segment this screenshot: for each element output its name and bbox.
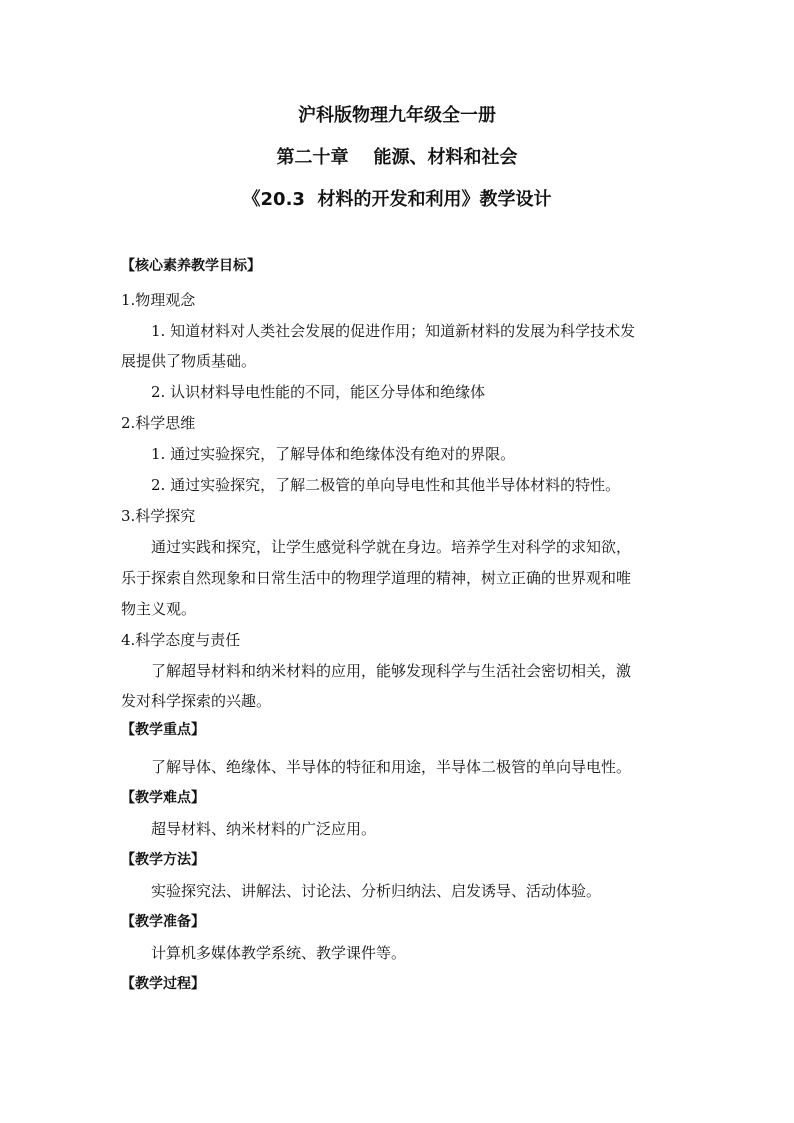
attitude-label: 4.科学态度与责任 [121, 631, 241, 649]
physics-concept-item1-line2: 展提供了物质基础。 [121, 352, 257, 370]
scientific-inquiry-line1: 通过实践和探究，让学生感觉科学就在身边。培养学生对科学的求知欲， [151, 538, 632, 556]
key-points-heading: 【教学重点】 [121, 722, 205, 738]
physics-concept-item2: 2. 认识材料导电性能的不同，能区分导体和绝缘体 [151, 383, 486, 401]
scientific-thinking-item1: 1. 通过实验探究，了解导体和绝缘体没有绝对的界限。 [151, 445, 516, 463]
physics-concept-item1-line1: 1. 知道材料对人类社会发展的促进作用；知道新材料的发展为科学技术发 [151, 322, 636, 340]
key-points-text: 了解导体、绝缘体、半导体的特征和用途，半导体二极管的单向导电性。 [151, 758, 632, 776]
process-heading: 【教学过程】 [121, 976, 205, 992]
book-title: 沪科版物理九年级全一册 [298, 105, 496, 126]
methods-text: 实验探究法、讲解法、讨论法、分析归纳法、启发诱导、活动体验。 [151, 882, 602, 900]
attitude-line2: 发对科学探索的兴趣。 [121, 692, 272, 710]
scientific-thinking-item2: 2. 通过实验探究，了解二极管的单向导电性和其他半导体材料的特性。 [151, 476, 621, 494]
objectives-heading: 【核心素养教学目标】 [121, 258, 261, 274]
preparation-heading: 【教学准备】 [121, 914, 205, 930]
physics-concept-label: 1.物理观念 [121, 291, 196, 309]
preparation-text: 计算机多媒体教学系统、教学课件等。 [151, 944, 407, 962]
chapter-title: 第二十章 能源、材料和社会 [276, 147, 518, 168]
scientific-inquiry-line3: 物主义观。 [121, 600, 197, 618]
attitude-line1: 了解超导材料和纳米材料的应用，能够发现科学与生活社会密切相关，激 [151, 662, 632, 680]
scientific-inquiry-line2: 乐于探索自然现象和日常生活中的物理学道理的精神，树立正确的世界观和唯 [121, 569, 632, 587]
scientific-inquiry-label: 3.科学探究 [121, 507, 196, 525]
methods-heading: 【教学方法】 [121, 852, 205, 868]
scientific-thinking-label: 2.科学思维 [121, 414, 196, 432]
difficulties-heading: 【教学难点】 [121, 790, 205, 806]
lesson-title: 《20.3 材料的开发和利用》教学设计 [242, 189, 552, 210]
difficulties-text: 超导材料、纳米材料的广泛应用。 [151, 820, 377, 838]
